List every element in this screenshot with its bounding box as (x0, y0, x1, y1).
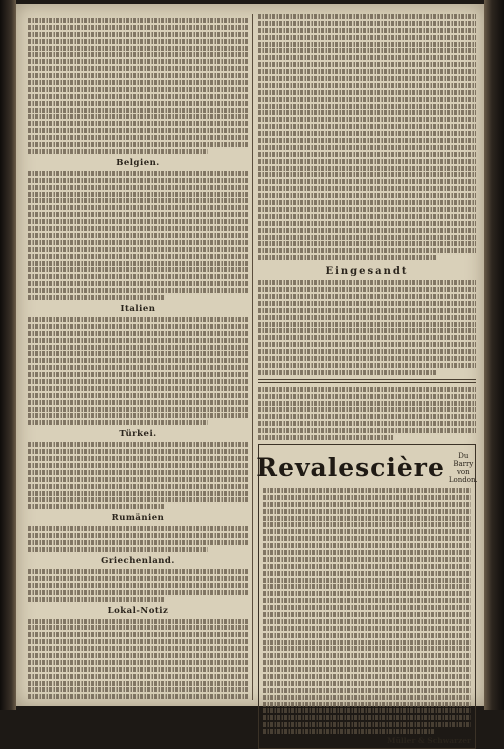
section-heading-rumaenien: Rumänien (111, 513, 165, 524)
newspaper-page (16, 4, 484, 746)
section-heading-lokal-notiz: Lokal-Notiz (107, 605, 169, 616)
section-heading-eingesandt: Eingesandt (325, 266, 409, 278)
advertisement-title-suffix: Du Barry von London. (448, 451, 478, 484)
section-heading-griechenland: Griechenland. (101, 556, 175, 566)
section-heading-tuerkei: Türkei. (119, 429, 157, 440)
right-page-edge (484, 0, 504, 710)
advertisement-signature: Müller & Schwarzer (387, 736, 471, 746)
section-heading-italien: Italien (120, 303, 156, 314)
right-column (256, 14, 478, 746)
advertisement-title: Revalescière (256, 453, 445, 483)
revalesciere-advertisement (258, 444, 476, 749)
section-heading-belgien: Belgien. (116, 157, 160, 168)
left-page-edge (0, 0, 16, 710)
advertisement-separator (258, 379, 476, 383)
left-column (28, 14, 248, 700)
column-divider (252, 14, 253, 700)
